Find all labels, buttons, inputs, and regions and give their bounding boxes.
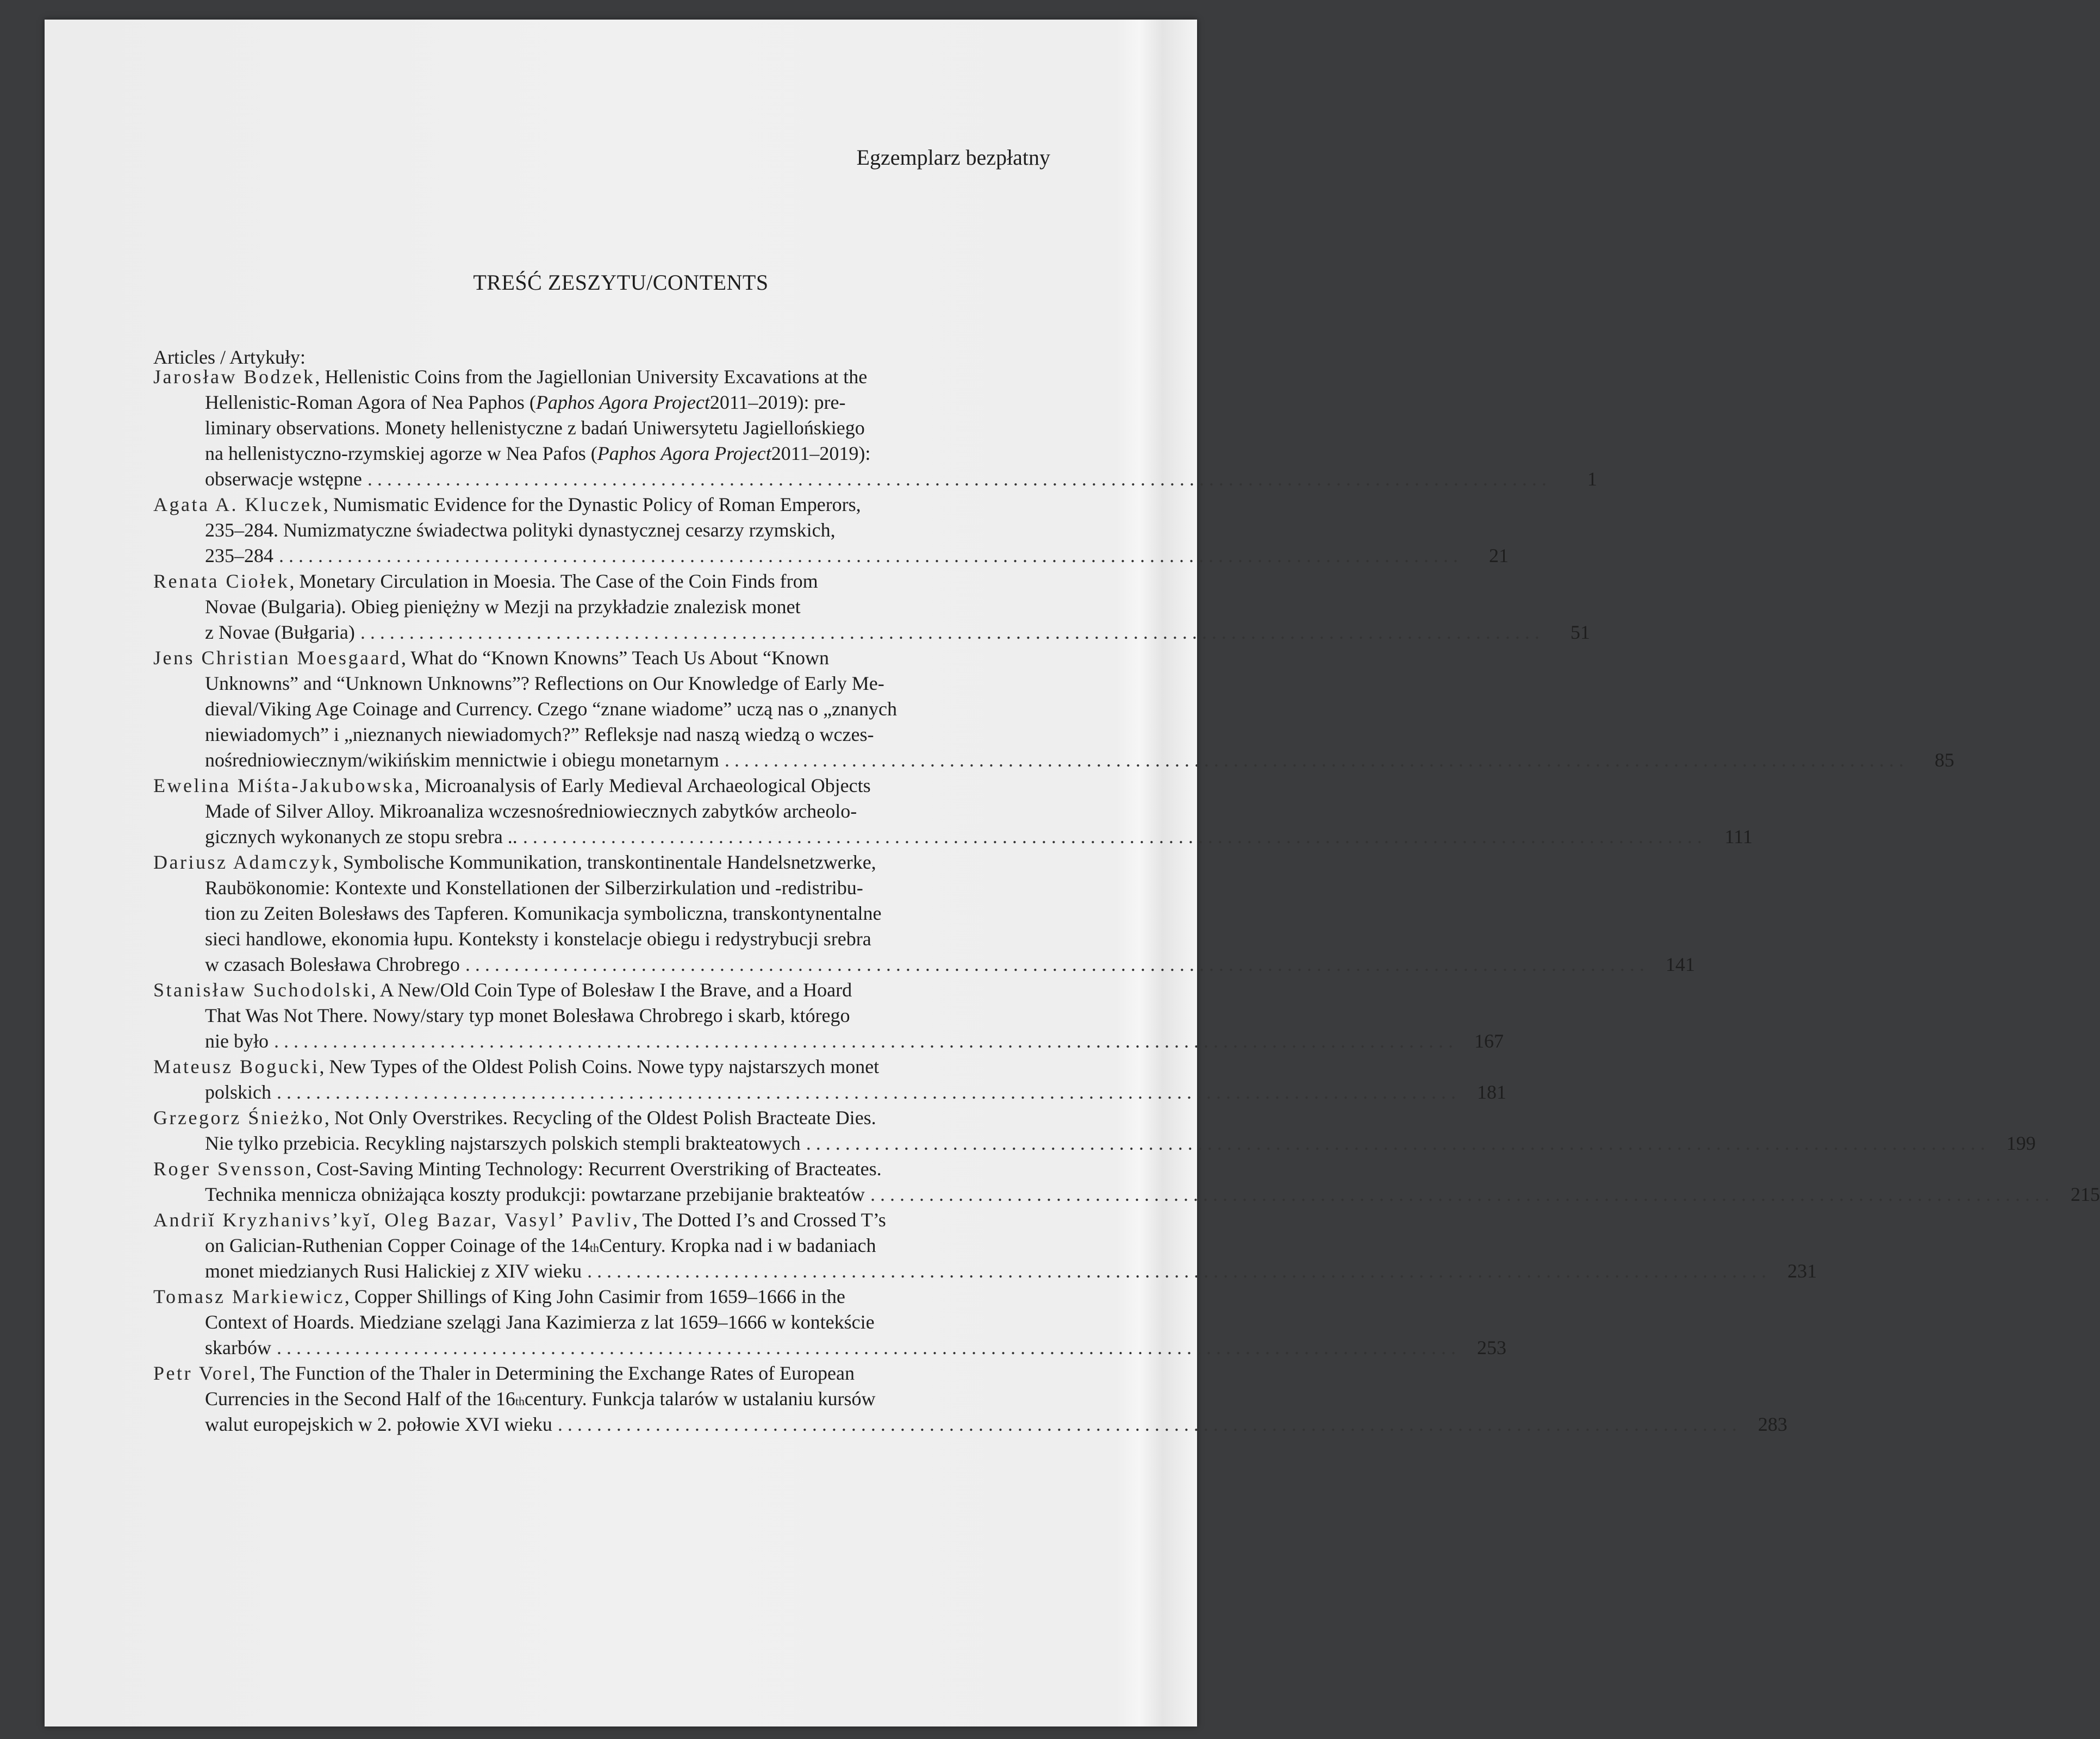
- page-number: 215: [2070, 1183, 2100, 1205]
- dot-leader: .........................................................................................................................: [367, 468, 1551, 490]
- dot-leader: .........................................................................................................................: [360, 621, 1544, 643]
- dot-leader: .........................................................................................................................: [277, 1081, 1461, 1103]
- page-number: 181: [1477, 1081, 1506, 1103]
- toc-entry: Jarosław Bodzek , Hellenistic Coins from the Jagiellonian University Excavations at the Hellenistic-Roman Agora of Nea Paphos ( Paphos Agora Project 2011–2019): pre- liminary observations. Monety hellenistyczne z badań Uniwersytetu Jagiellońskiego na hellenistyczno-rzymskiej agorze w Nea Pafos ( Paphos Agora Project 2011–2019): obserwacje wstępne ......................................................................................................................... 1: [153, 364, 1088, 492]
- page-number: 21: [1489, 545, 1509, 566]
- toc-entry: Mateusz Bogucki , New Types of the Oldest Polish Coins. Nowe typy najstarszych monet polskich ......................................................................................................................... 181: [153, 1054, 1088, 1105]
- toc-entry: Renata Ciołek , Monetary Circulation in Moesia. The Case of the Coin Finds from Novae (Bulgaria). Obieg pieniężny w Mezji na przykładzie znalezisk monet z Novae (Bułgaria) ......................................................................................................................... 51: [153, 569, 1088, 645]
- page-number: 283: [1758, 1413, 1787, 1435]
- page-number: 141: [1665, 953, 1695, 975]
- dot-leader: .........................................................................................................................: [465, 953, 1649, 975]
- entry-author: Dariusz Adamczyk: [153, 851, 333, 873]
- table-of-contents: [153, 364, 2100, 1437]
- dot-leader: .........................................................................................................................: [587, 1260, 1772, 1282]
- dot-leader: .........................................................................................................................: [273, 1030, 1458, 1052]
- page-number: 253: [1476, 1337, 1506, 1358]
- page-number: 111: [1724, 826, 1753, 847]
- entry-author: Ewelina Miśta-Jakubowska: [153, 775, 415, 796]
- dot-leader: .........................................................................................................................: [806, 1132, 1990, 1154]
- entry-author: Agata A. Kluczek: [153, 494, 323, 515]
- toc-entry: Ewelina Miśta-Jakubowska , Microanalysis of Early Medieval Archaeological Objects Made of Silver Alloy. Mikroanaliza wczesnośredniowiecznych zabytków archeolo- gicznych wykonanych ze stopu srebra .. ......................................................................................................................... 111: [153, 773, 1088, 850]
- page-number: 231: [1787, 1260, 1817, 1282]
- page-number: 1: [1587, 468, 1597, 490]
- dot-leader: .........................................................................................................................: [276, 1337, 1461, 1358]
- page-number: 85: [1934, 749, 1954, 771]
- toc-entry: Roger Svensson , Cost-Saving Minting Technology: Recurrent Overstriking of Bracteates. Technika mennicza obniżająca koszty produkcji: powtarzane przebijanie brakteatów ......................................................................................................................... 215: [153, 1156, 1088, 1207]
- dot-leader: .........................................................................................................................: [724, 749, 1909, 771]
- toc-entry: Jens Christian Moesgaard , What do “Known Knowns” Teach Us About “Known Unknowns” and “Unknown Unknowns”? Reflections on Our Knowledge of Early Me- dieval/Viking Age Coinage and Currency. Czego “znane wiadome” uczą nas o „znanych niewiadomych” i „nieznanych niewiadomych?” Refleksje nad naszą wiedzą o wczes- nośredniowiecznym/wikińskim mennictwie i obiegu monetarnym ......................................................................................................................... 85: [153, 645, 1088, 773]
- dot-leader: .........................................................................................................................: [522, 826, 1707, 847]
- toc-entry: Petr Vorel , The Function of the Thaler in Determining the Exchange Rates of European Currencies in the Second Half of the 16 th century. Funkcja talarów w ustalaniu kursów walut europejskich w 2. połowie XVI wieku ......................................................................................................................... 283: [153, 1361, 1088, 1437]
- page-number: 167: [1474, 1030, 1504, 1052]
- section-label: Articles / Artykuły:: [153, 346, 306, 368]
- header-note: Egzemplarz bezpłatny: [856, 145, 1050, 170]
- entry-author: Jens Christian Moesgaard: [153, 647, 401, 669]
- entry-author: Tomasz Markiewicz: [153, 1286, 345, 1307]
- entry-author: Renata Ciołek: [153, 570, 290, 592]
- entry-author: Roger Svensson: [153, 1158, 307, 1180]
- toc-entry: Grzegorz Śnieżko , Not Only Overstrikes. Recycling of the Oldest Polish Bracteate Dies. Nie tylko przebicia. Recykling najstarszych polskich stempli brakteatowych ......................................................................................................................... 199: [153, 1105, 1088, 1156]
- entry-author: Andriĭ Kryzhanivs’kyĭ, Oleg Bazar, Vasyl’ Pavliv: [153, 1209, 633, 1231]
- page-number: 199: [2006, 1132, 2036, 1154]
- entry-author: Grzegorz Śnieżko: [153, 1107, 325, 1129]
- entry-author: Petr Vorel: [153, 1362, 251, 1384]
- book-back-cover: [45, 20, 2100, 1726]
- toc-entry: Stanisław Suchodolski , A New/Old Coin Type of Bolesław I the Brave, and a Hoard That Was Not There. Nowy/stary typ monet Bolesława Chrobrego i skarb, którego nie było ......................................................................................................................... 167: [153, 977, 1088, 1054]
- dot-leader: .........................................................................................................................: [279, 545, 1463, 566]
- entry-author: Stanisław Suchodolski: [153, 979, 371, 1001]
- page-number: 51: [1570, 621, 1590, 643]
- toc-entry: Agata A. Kluczek , Numismatic Evidence for the Dynastic Policy of Roman Emperors, 235–284. Numizmatyczne świadectwa polityki dynastycznej cesarzy rzymskich, 235–284 ......................................................................................................................... 21: [153, 492, 1088, 569]
- contents-title: TREŚĆ ZESZYTU/CONTENTS: [473, 270, 769, 295]
- toc-entry: Dariusz Adamczyk , Symbolische Kommunikation, transkontinentale Handelsnetzwerke, Raubökonomie: Kontexte und Konstellationen der Silberzirkulation und -redistribu- tion zu Zeiten Bolesławs des Tapferen. Komunikacja symboliczna, transkontynentalne sieci handlowe, ekonomia łupu. Konteksty i konstelacje obiegu i redystrybucji srebra w czasach Bolesława Chrobrego ......................................................................................................................... 141: [153, 850, 1088, 977]
- dot-leader: .........................................................................................................................: [870, 1183, 2054, 1205]
- entry-author: Mateusz Bogucki: [153, 1056, 320, 1077]
- toc-entry: Tomasz Markiewicz , Copper Shillings of King John Casimir from 1659–1666 in the Context of Hoards. Miedziane szelągi Jana Kazimierza z lat 1659–1666 w kontekście skarbów ......................................................................................................................... 253: [153, 1284, 1088, 1361]
- entry-author: Jarosław Bodzek: [153, 366, 315, 388]
- toc-entry: Andriĭ Kryzhanivs’kyĭ, Oleg Bazar, Vasyl’ Pavliv , The Dotted I’s and Crossed T’s on Galician-Ruthenian Copper Coinage of the 14 th Century. Kropka nad i w badaniach monet miedzianych Rusi Halickiej z XIV wieku ......................................................................................................................... 231: [153, 1207, 1088, 1284]
- dot-leader: .........................................................................................................................: [557, 1413, 1742, 1435]
